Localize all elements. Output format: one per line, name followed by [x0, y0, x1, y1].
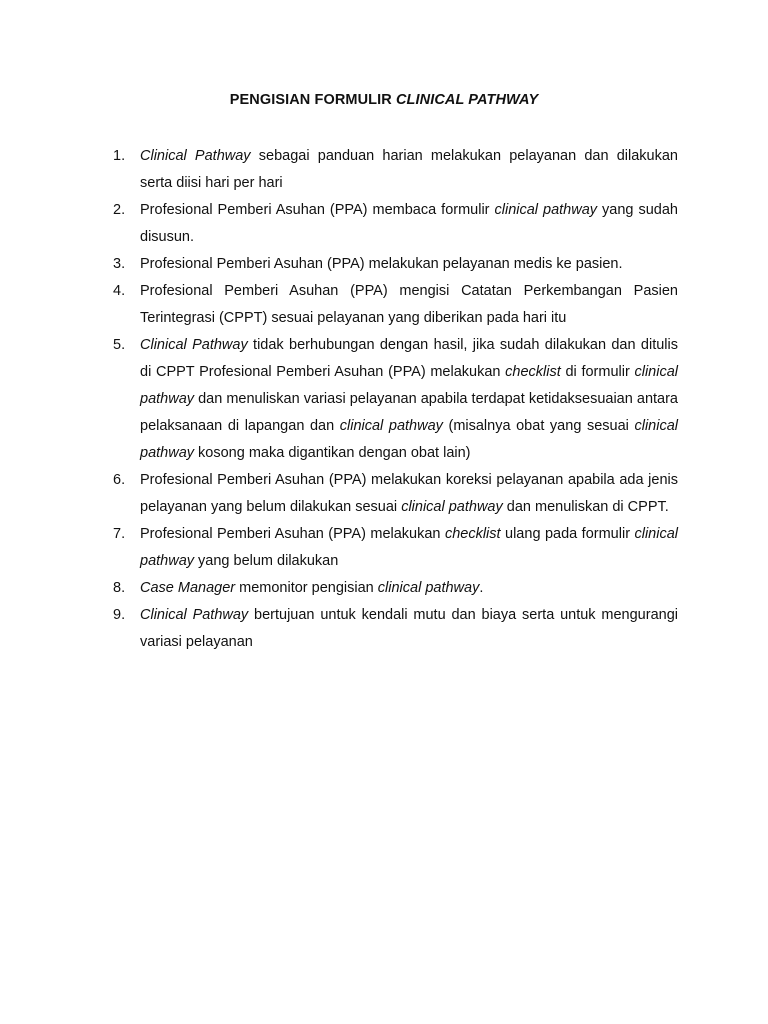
text-segment: Profesional Pemberi Asuhan (PPA) membaca formulir — [140, 202, 495, 218]
list-item-number: 3. — [113, 256, 126, 272]
italic-term: clinical pathway — [140, 418, 678, 461]
text-segment: kosong maka digantikan dengan obat lain) — [194, 445, 471, 461]
text-segment: dan menuliskan variasi pelayanan apabila terdapat ketidaksesuaian antara pelaksanaan di lapangan dan — [140, 391, 678, 434]
text-segment: tidak berhubungan dengan hasil, jika sudah dilakukan dan ditulis di CPPT Profesional Pemberi Asuhan (PPA) melakukan — [140, 337, 678, 380]
text-segment: di formulir — [560, 364, 635, 380]
title-plain: PENGISIAN FORMULIR — [229, 92, 396, 108]
text-segment: ulang pada formulir — [500, 526, 635, 542]
text-segment: Profesional Pemberi Asuhan (PPA) melakukan — [140, 526, 445, 542]
list-item-number: 7. — [113, 526, 126, 542]
italic-term: clinical pathway — [401, 499, 503, 515]
list-item-number: 2. — [113, 202, 126, 218]
text-segment: Profesional Pemberi Asuhan (PPA) melakukan koreksi pelayanan apabila ada jenis pelayanan yang belum dilakukan sesuai — [140, 472, 678, 515]
list-item-number: 9. — [113, 607, 126, 623]
text-segment: memonitor pengisian — [235, 580, 378, 596]
page-title — [0, 92, 768, 108]
list-item — [113, 143, 678, 197]
list-item — [113, 251, 678, 278]
list-item — [113, 602, 678, 656]
list-item-text — [140, 197, 678, 251]
text-segment: Profesional Pemberi Asuhan (PPA) melakukan pelayanan medis ke pasien. — [140, 256, 623, 272]
list-item-number: 8. — [113, 580, 126, 596]
italic-term: checklist — [444, 526, 501, 542]
list-item — [113, 197, 678, 251]
italic-term: clinical pathway — [377, 580, 480, 596]
text-segment: yang sudah disusun. — [140, 202, 678, 245]
list-item-number: 6. — [113, 472, 126, 488]
italic-term: checklist — [505, 364, 561, 380]
list-item-number: 1. — [113, 148, 126, 164]
list-item-number: 5. — [113, 337, 126, 353]
italic-term: clinical pathway — [494, 202, 598, 218]
italic-term: Case Manager — [140, 580, 236, 596]
text-segment: (misalnya obat yang sesuai — [442, 418, 635, 434]
text-segment: bertujuan untuk kendali mutu dan biaya serta untuk mengurangi variasi pelayanan — [140, 607, 678, 650]
list-item-number: 4. — [113, 283, 126, 299]
italic-term: Clinical Pathway — [140, 607, 249, 623]
list-item — [113, 575, 678, 602]
list-item — [113, 278, 678, 332]
text-segment: yang belum dilakukan — [194, 553, 339, 569]
procedure-list — [113, 143, 678, 656]
text-segment: . — [479, 580, 484, 596]
list-item-text — [140, 143, 678, 197]
italic-term: clinical pathway — [339, 418, 443, 434]
text-segment: dan menuliskan di CPPT. — [502, 499, 669, 515]
list-item — [113, 332, 678, 467]
italic-term: clinical pathway — [140, 364, 678, 407]
text-segment: sebagai panduan harian melakukan pelayanan dan dilakukan serta diisi hari per hari — [140, 148, 678, 191]
list-item — [113, 521, 678, 575]
list-item-text — [140, 521, 678, 575]
list-item — [113, 467, 678, 521]
list-item-text — [140, 251, 678, 278]
list-item-text — [140, 278, 678, 332]
title-italic: CLINICAL PATHWAY — [395, 92, 539, 108]
list-item-text — [140, 602, 678, 656]
text-segment: Profesional Pemberi Asuhan (PPA) mengisi Catatan Perkembangan Pasien Terintegrasi (CPPT) sesuai pelayanan yang diberikan pada hari itu — [140, 283, 678, 326]
italic-term: Clinical Pathway — [140, 148, 251, 164]
italic-term: clinical pathway — [140, 526, 678, 569]
italic-term: Clinical Pathway — [140, 337, 248, 353]
list-item-text — [140, 575, 678, 602]
list-item-text — [140, 467, 678, 521]
list-item-text — [140, 332, 678, 467]
